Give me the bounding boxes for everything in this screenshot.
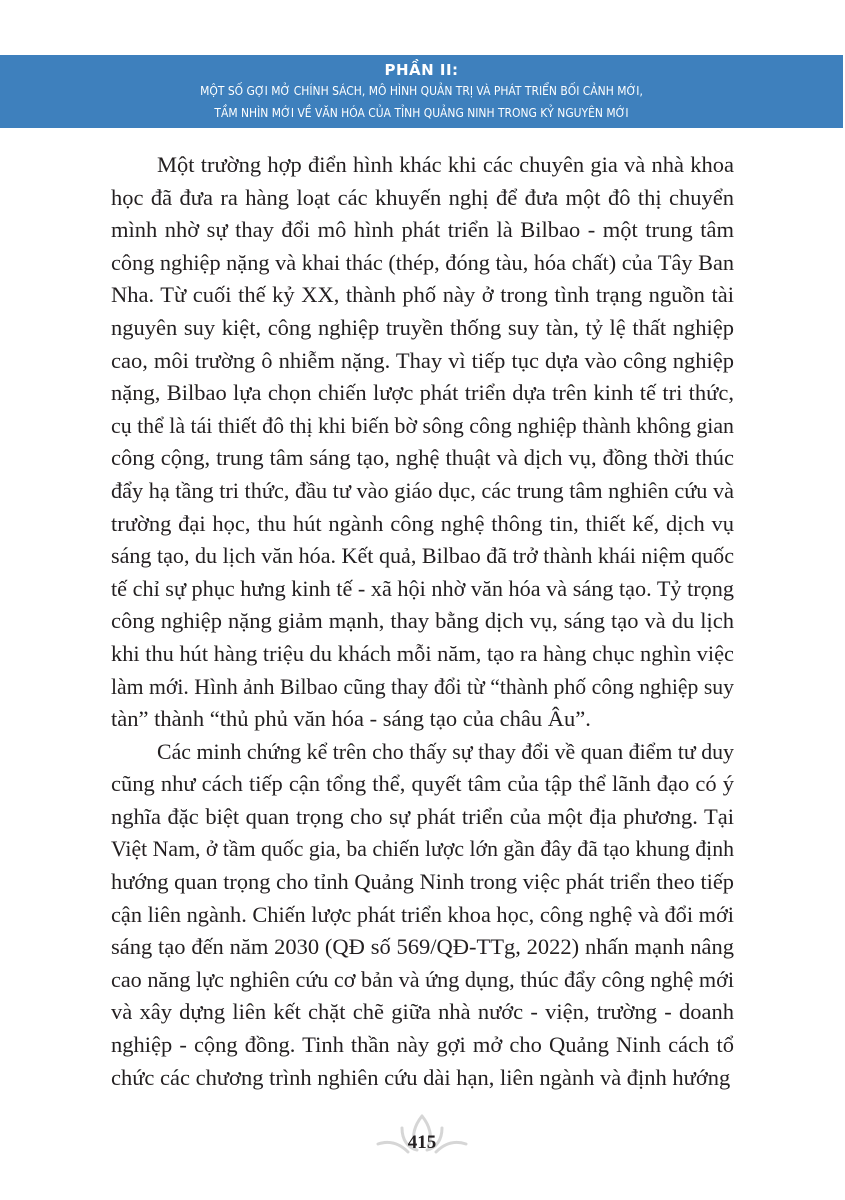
text-line-content: mình nhờ sự thay đổi mô hình phát triển là Bilbao - một trung tâm	[111, 217, 734, 243]
text-line	[111, 377, 734, 410]
text-line-content: cũng như cách tiếp cận tổng thể, quyết tâm của tập thể lãnh đạo có ý	[111, 771, 734, 797]
text-line	[111, 899, 734, 932]
text-line-content: hướng quan trọng cho tỉnh Quảng Ninh trong việc phát triển theo tiếp	[111, 869, 734, 895]
page-footer	[372, 1110, 472, 1170]
text-line-content: làm mới. Hình ảnh Bilbao cũng thay đổi từ “thành phố công nghiệp suy	[111, 673, 734, 699]
text-line-content: sáng tạo đến năm 2030 (QĐ số 569/QĐ-TTg, 2022) nhấn mạnh nâng	[111, 934, 734, 960]
text-line	[111, 312, 734, 345]
text-line	[111, 768, 734, 801]
text-line-content: đẩy hạ tầng tri thức, đầu tư vào giáo dục, các trung tâm nghiên cứu và	[111, 477, 734, 503]
text-line	[111, 605, 734, 638]
text-line	[111, 833, 734, 866]
text-line	[111, 573, 734, 606]
text-line-content: học đã đưa ra hàng loạt các khuyến nghị để đưa một đô thị chuyển	[111, 184, 734, 210]
text-line-content: tàn” thành “thủ phủ văn hóa - sáng tạo của châu Âu”.	[111, 706, 591, 732]
text-line-content: nghiệp - cộng đồng. Tinh thần này gợi mở cho Quảng Ninh cách tổ	[111, 1032, 734, 1058]
text-line	[111, 996, 734, 1029]
page-number: 415	[407, 1132, 437, 1153]
text-line	[111, 475, 734, 508]
text-line	[111, 247, 734, 280]
text-line-content: khi thu hút hàng triệu du khách mỗi năm, tạo ra hàng chục nghìn việc	[111, 640, 734, 666]
text-line	[111, 866, 734, 899]
text-line-content: tế chỉ sự phục hưng kinh tế - xã hội nhờ văn hóa và sáng tạo. Tỷ trọng	[111, 575, 734, 601]
text-line	[111, 671, 734, 704]
text-line-content: nguyên suy kiệt, công nghiệp truyền thống suy tàn, tỷ lệ thất nghiệp	[111, 314, 734, 340]
paragraph-1	[111, 149, 734, 736]
text-line	[111, 703, 734, 736]
text-line	[111, 1062, 734, 1095]
text-line	[111, 931, 734, 964]
text-line	[111, 1029, 734, 1062]
text-line	[111, 540, 734, 573]
part-title: PHẦN II:	[384, 61, 459, 79]
text-line-content: và xây dựng liên kết chặt chẽ giữa nhà nước - viện, trường - doanh	[111, 999, 734, 1025]
text-line	[111, 964, 734, 997]
text-line-content: công nghiệp nặng và khai thác (thép, đóng tàu, hóa chất) của Tây Ban	[111, 249, 734, 275]
text-line-content: cao năng lực nghiên cứu cơ bản và ứng dụng, thúc đẩy công nghệ mới	[111, 966, 734, 992]
text-line	[111, 410, 734, 443]
body-text	[111, 149, 734, 1094]
text-line-content: chức các chương trình nghiên cứu dài hạn, liên ngành và định hướng	[111, 1064, 731, 1090]
text-line-content: Các minh chứng kể trên cho thấy sự thay đổi về quan điểm tư duy	[157, 738, 734, 764]
text-line	[111, 638, 734, 671]
text-line-content: sáng tạo, du lịch văn hóa. Kết quả, Bilbao đã trở thành khái niệm quốc	[111, 543, 734, 569]
text-line-content: cụ thể là tái thiết đô thị khi biến bờ sông công nghiệp thành không gian	[111, 412, 734, 438]
text-line-content: cao, môi trường ô nhiễm nặng. Thay vì tiếp tục dựa vào công nghiệp	[111, 347, 734, 373]
section-subtitle-line-1: MỘT SỐ GỢI MỞ CHÍNH SÁCH, MÔ HÌNH QUẢN TRỊ VÀ PHÁT TRIỂN BỐI CẢNH MỚI,	[200, 83, 643, 98]
text-line-content: công nghiệp nặng giảm mạnh, thay bằng dịch vụ, sáng tạo và du lịch	[111, 608, 734, 634]
text-line-content: Nha. Từ cuối thế kỷ XX, thành phố này ở trong tình trạng nguồn tài	[111, 282, 734, 308]
paragraph-2	[111, 736, 734, 1095]
text-line-content: Một trường hợp điển hình khác khi các chuyên gia và nhà khoa	[157, 152, 734, 177]
text-line	[111, 149, 734, 182]
text-line	[111, 801, 734, 834]
text-line-content: công cộng, trung tâm sáng tạo, nghệ thuật và dịch vụ, đồng thời thúc	[111, 445, 734, 471]
text-line	[111, 442, 734, 475]
text-line-content: cận liên ngành. Chiến lược phát triển khoa học, công nghệ và đổi mới	[111, 901, 734, 927]
text-line	[111, 508, 734, 541]
section-subtitle-line-2: TẦM NHÌN MỚI VỀ VĂN HÓA CỦA TỈNH QUẢNG NINH TRONG KỶ NGUYÊN MỚI	[214, 105, 629, 120]
text-line	[111, 182, 734, 215]
text-line-content: nặng, Bilbao lựa chọn chiến lược phát triển dựa trên kinh tế tri thức,	[111, 380, 734, 406]
text-line-content: Việt Nam, ở tầm quốc gia, ba chiến lược lớn gần đây đã tạo khung định	[111, 836, 734, 862]
text-line-content: nghĩa đặc biệt quan trọng cho sự phát triển của một địa phương. Tại	[111, 803, 734, 829]
text-line	[111, 736, 734, 769]
section-header-band	[0, 55, 843, 128]
text-line-content: trường đại học, thu hút ngành công nghệ thông tin, thiết kế, dịch vụ	[111, 510, 734, 536]
text-line	[111, 214, 734, 247]
text-line	[111, 279, 734, 312]
text-line	[111, 345, 734, 378]
